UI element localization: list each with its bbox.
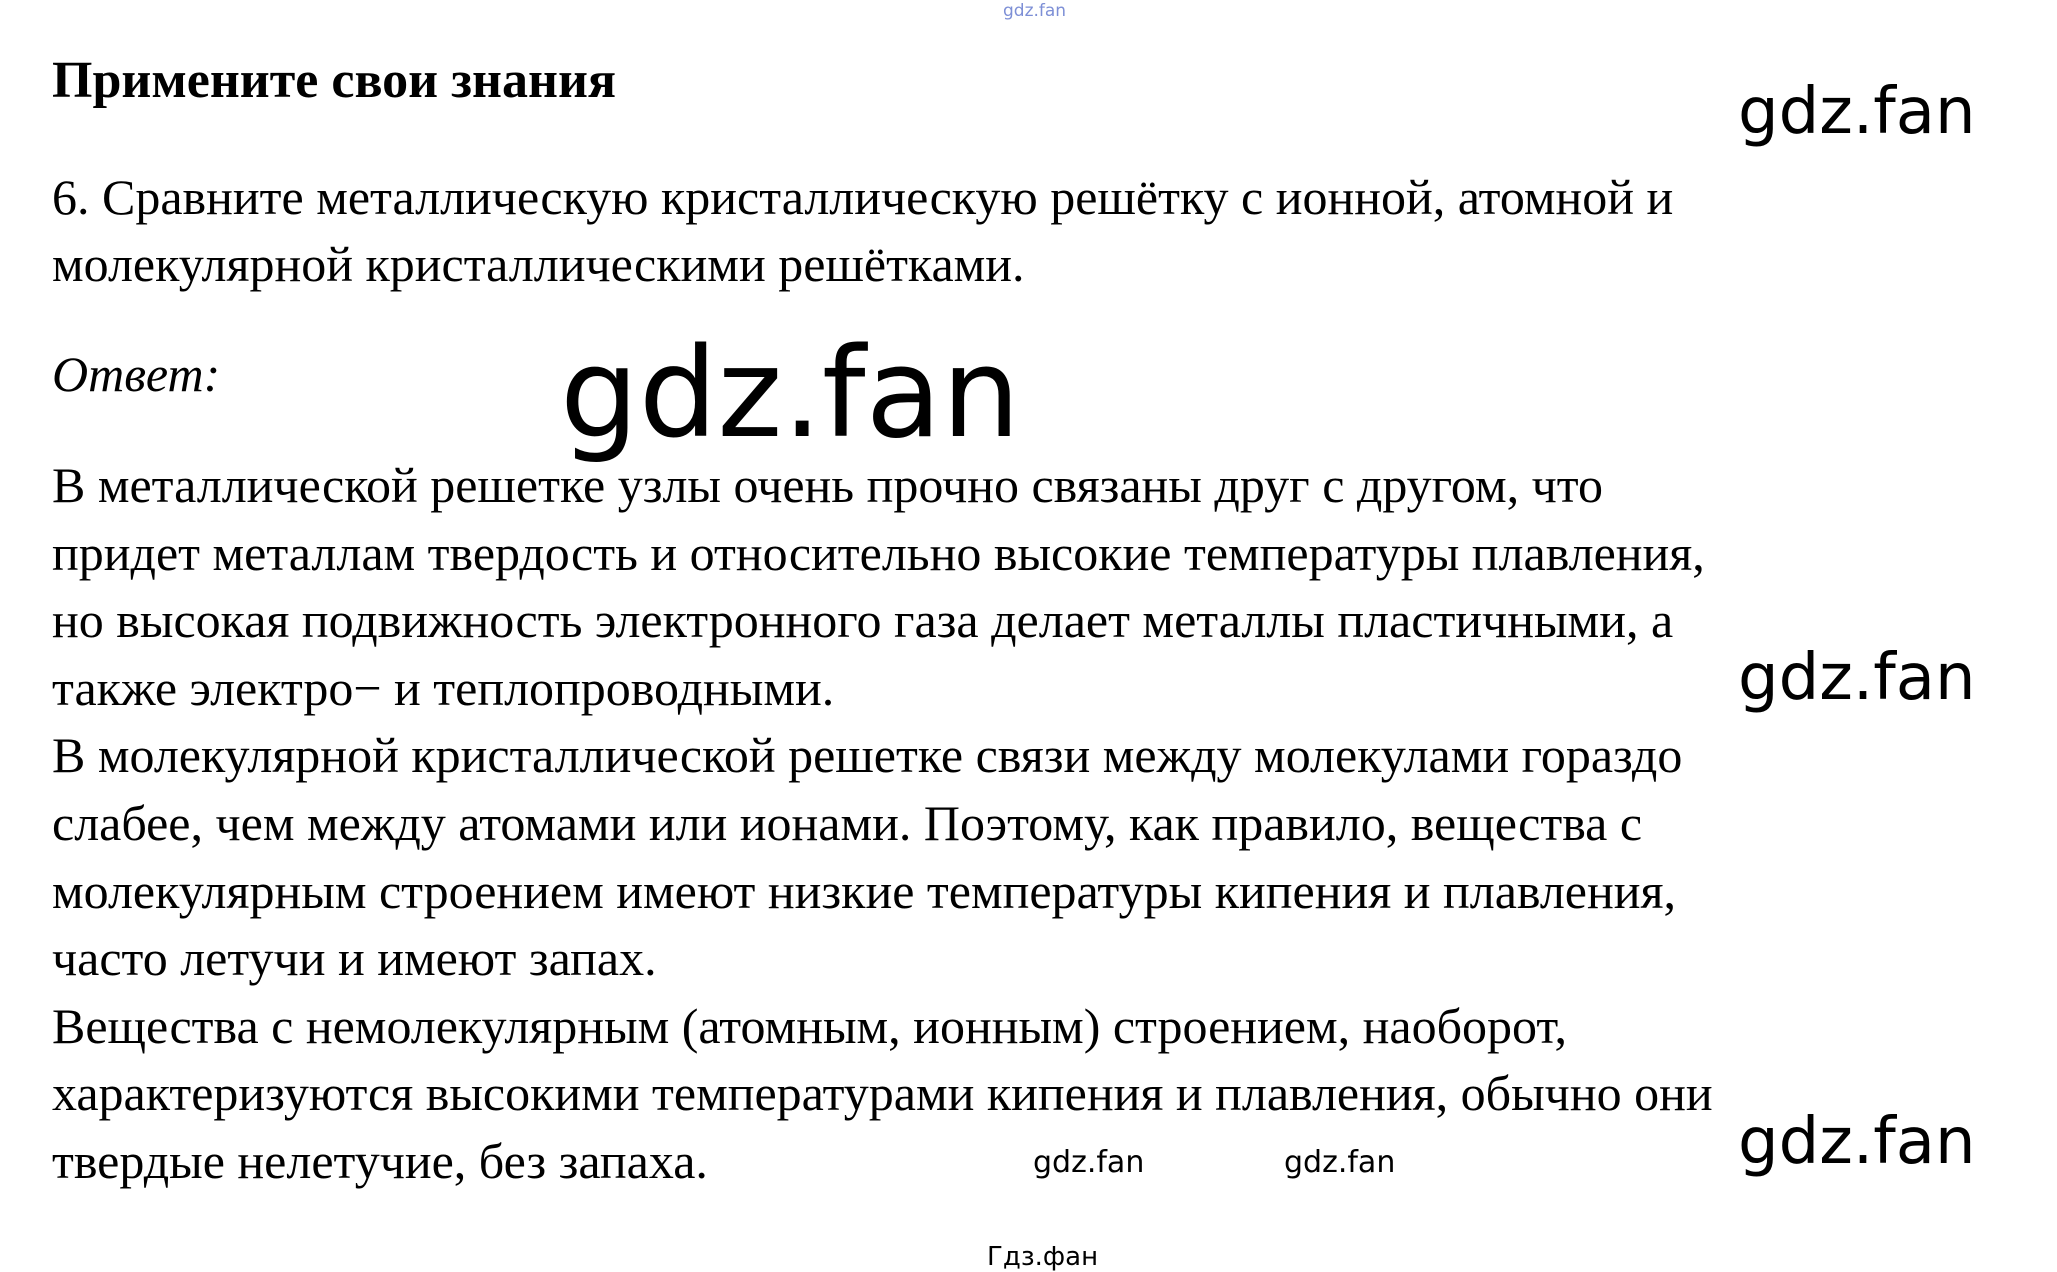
answer-line: В металлической решетке узлы очень прочно связаны друг с другом, что xyxy=(52,457,1603,513)
answer-text xyxy=(52,452,2032,1196)
answer-line: Вещества с немолекулярным (атомным, ионным) строением, наоборот, xyxy=(52,997,1567,1054)
section-heading: Примените свои знания xyxy=(52,52,617,109)
question-line: молекулярной кристаллическими решётками. xyxy=(52,236,1025,292)
question-text xyxy=(52,164,2012,298)
answer-line: часто летучи и имеют запах. xyxy=(52,930,657,987)
answer-line: также электро− и теплопроводными. xyxy=(52,659,835,716)
answer-label: Ответ: xyxy=(52,346,221,402)
answer-line: В молекулярной кристаллической решетке связи между молекулами гораздо xyxy=(52,727,1683,784)
answer-line: твердые нелетучие, без запаха. xyxy=(52,1132,708,1189)
answer-line: но высокая подвижность электронного газа делает металлы пластичными, а xyxy=(52,592,1674,649)
answer-line: характеризуются высокими температурами кипения и плавления, обычно они xyxy=(52,1065,1713,1122)
watermark-small-bottom-left: gdz.fan xyxy=(1033,1145,1145,1180)
answer-line: молекулярным строением имеют низкие температуры кипения и плавления, xyxy=(52,862,1676,919)
watermark-small-bottom-right: gdz.fan xyxy=(1284,1145,1396,1180)
watermark-large-right-bottom: gdz.fan xyxy=(1738,1105,1976,1179)
watermark-top: gdz.fan xyxy=(1003,1,1067,21)
question-line: 6. Сравните металлическую кристаллическую решётку с ионной, атомной и xyxy=(52,169,1674,225)
answer-line: слабее, чем между атомами или ионами. Поэтому, как правило, вещества с xyxy=(52,794,1643,851)
answer-line: придет металлам твердость и относительно высокие температуры плавления, xyxy=(52,524,1705,581)
watermark-large-right-top: gdz.fan xyxy=(1738,75,1976,149)
watermark-huge-center: gdz.fan xyxy=(560,322,1021,466)
watermark-large-right-middle: gdz.fan xyxy=(1738,641,1976,715)
watermark-footer: Гдз.фан xyxy=(987,1242,1099,1272)
